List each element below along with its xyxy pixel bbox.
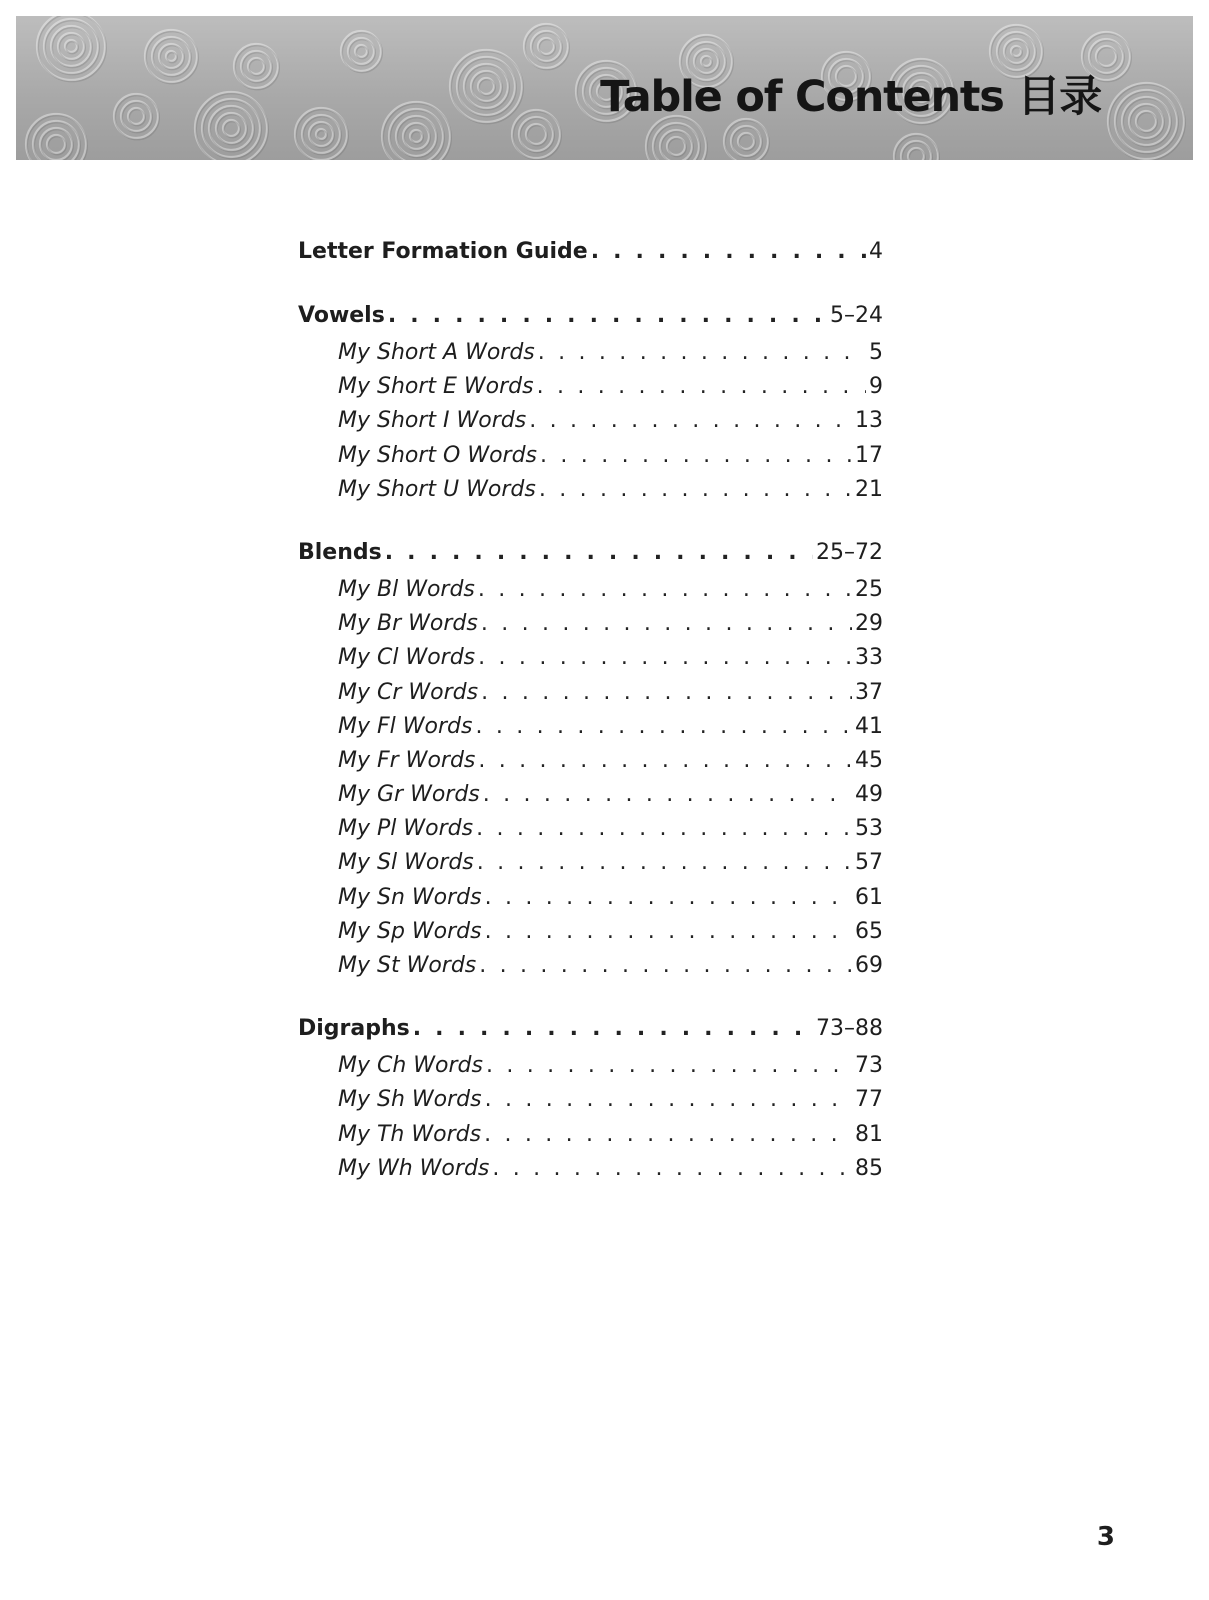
toc-section-pages: 73–88: [816, 1016, 883, 1042]
dot-leader: [485, 881, 852, 915]
toc-section-vowels: [298, 296, 883, 507]
dot-leader: [481, 607, 852, 641]
dot-leader: [539, 473, 852, 507]
toc-item-page: 9: [869, 374, 883, 400]
dot-leader: [479, 949, 852, 983]
toc-item[interactable]: [298, 473, 883, 507]
dot-leader: [486, 1049, 852, 1083]
toc-item-page: 41: [855, 713, 883, 739]
dot-leader: [476, 812, 852, 846]
toc-item-page: 21: [855, 476, 883, 502]
toc-item-page: 57: [855, 850, 883, 876]
toc-item-label: My Br Words: [338, 611, 478, 637]
toc-item[interactable]: [298, 710, 883, 744]
toc-item-page: 77: [855, 1087, 883, 1113]
toc-item[interactable]: [298, 676, 883, 710]
toc-item-label: My Fr Words: [338, 747, 476, 773]
toc-item-label: My Short A Words: [338, 340, 535, 365]
toc-item[interactable]: [298, 744, 883, 778]
dot-leader: [478, 744, 852, 778]
toc-item[interactable]: [298, 812, 883, 846]
dot-leader: [388, 296, 827, 336]
toc-item[interactable]: [298, 573, 883, 607]
toc-item-label: My Short I Words: [338, 408, 527, 434]
toc-item-label: My Bl Words: [338, 576, 475, 602]
toc-item[interactable]: [298, 1152, 883, 1186]
toc-item[interactable]: [298, 1083, 883, 1117]
dot-leader: [485, 915, 852, 949]
toc-item-page: 45: [855, 747, 883, 773]
table-of-contents: [298, 232, 883, 1212]
toc-item-label: My Sl Words: [338, 850, 474, 876]
header-banner: [16, 16, 1193, 160]
toc-item[interactable]: [298, 1049, 883, 1083]
toc-item-label: My Pl Words: [338, 816, 474, 842]
toc-item[interactable]: [298, 846, 883, 880]
toc-item-page: 61: [855, 884, 883, 910]
dot-leader: [478, 641, 852, 675]
toc-item[interactable]: [298, 370, 883, 404]
toc-item-page: 53: [855, 816, 883, 842]
toc-item-label: My Sh Words: [338, 1087, 482, 1113]
toc-item-page: 5: [869, 340, 883, 365]
page-number: 3: [1096, 1522, 1115, 1552]
dot-leader: [529, 404, 852, 438]
toc-item-label: My Wh Words: [338, 1155, 490, 1181]
dot-leader: [477, 846, 852, 880]
dot-leader: [478, 573, 852, 607]
toc-item-label: My St Words: [338, 953, 477, 978]
toc-entry-letter-formation-guide[interactable]: [298, 232, 883, 272]
toc-item-page: 13: [855, 408, 883, 434]
toc-section-heading[interactable]: [298, 296, 883, 336]
toc-item-label: My Short O Words: [338, 442, 538, 468]
toc-item[interactable]: [298, 915, 883, 949]
toc-item-page: 85: [855, 1155, 883, 1181]
toc-item-page: 49: [855, 782, 883, 808]
toc-section-pages: 25–72: [816, 539, 883, 565]
toc-item[interactable]: [298, 1118, 883, 1152]
dot-leader: [540, 439, 852, 473]
toc-item[interactable]: [298, 778, 883, 812]
toc-item[interactable]: [298, 607, 883, 641]
toc-section-heading[interactable]: [298, 533, 883, 573]
toc-item-page: 37: [855, 679, 883, 705]
dot-leader: [475, 710, 852, 744]
dot-leader: [591, 232, 866, 272]
toc-item-label: My Fl Words: [338, 713, 473, 739]
toc-item-label: My Ch Words: [338, 1053, 483, 1079]
toc-item[interactable]: [298, 439, 883, 473]
toc-item-label: My Th Words: [338, 1121, 482, 1147]
dot-leader: [385, 533, 813, 573]
dot-leader: [413, 1009, 813, 1049]
toc-section-blends: [298, 533, 883, 983]
toc-item-page: 33: [855, 645, 883, 671]
toc-item-page: 17: [855, 442, 883, 468]
toc-item-label: My Sp Words: [338, 918, 482, 944]
toc-item-page: 29: [855, 611, 883, 637]
toc-section-digraphs: [298, 1009, 883, 1186]
toc-item-page: 81: [855, 1121, 883, 1147]
toc-item[interactable]: [298, 949, 883, 983]
toc-item-label: My Sn Words: [338, 884, 482, 910]
dot-leader: [483, 778, 852, 812]
toc-item-label: My Gr Words: [338, 782, 480, 808]
toc-item[interactable]: [298, 641, 883, 675]
toc-item-page: 65: [855, 918, 883, 944]
toc-item[interactable]: [298, 336, 883, 370]
toc-item-page: 25: [855, 576, 883, 602]
toc-entry-page: 4: [869, 239, 883, 264]
dot-leader: [484, 1118, 852, 1152]
dot-leader: [485, 1083, 852, 1117]
toc-item-label: My Short U Words: [338, 476, 536, 502]
toc-item[interactable]: [298, 404, 883, 438]
toc-entry-label: Letter Formation Guide: [298, 239, 588, 264]
toc-item-label: My Cr Words: [338, 679, 479, 705]
toc-section-label: Digraphs: [298, 1016, 410, 1042]
toc-section-label: Blends: [298, 539, 382, 565]
toc-item[interactable]: [298, 881, 883, 915]
toc-item-label: My Short E Words: [338, 374, 534, 400]
dot-leader: [492, 1152, 852, 1186]
toc-section-heading[interactable]: [298, 1009, 883, 1049]
toc-item-page: 73: [855, 1053, 883, 1079]
dot-leader: [538, 336, 866, 370]
dot-leader: [537, 370, 866, 404]
toc-section-pages: 5–24: [830, 303, 883, 328]
toc-item-page: 69: [855, 953, 883, 978]
dot-leader: [481, 676, 852, 710]
toc-item-label: My Cl Words: [338, 645, 476, 671]
toc-section-label: Vowels: [298, 303, 385, 328]
page-title: Table of Contents 目录: [600, 72, 1101, 122]
